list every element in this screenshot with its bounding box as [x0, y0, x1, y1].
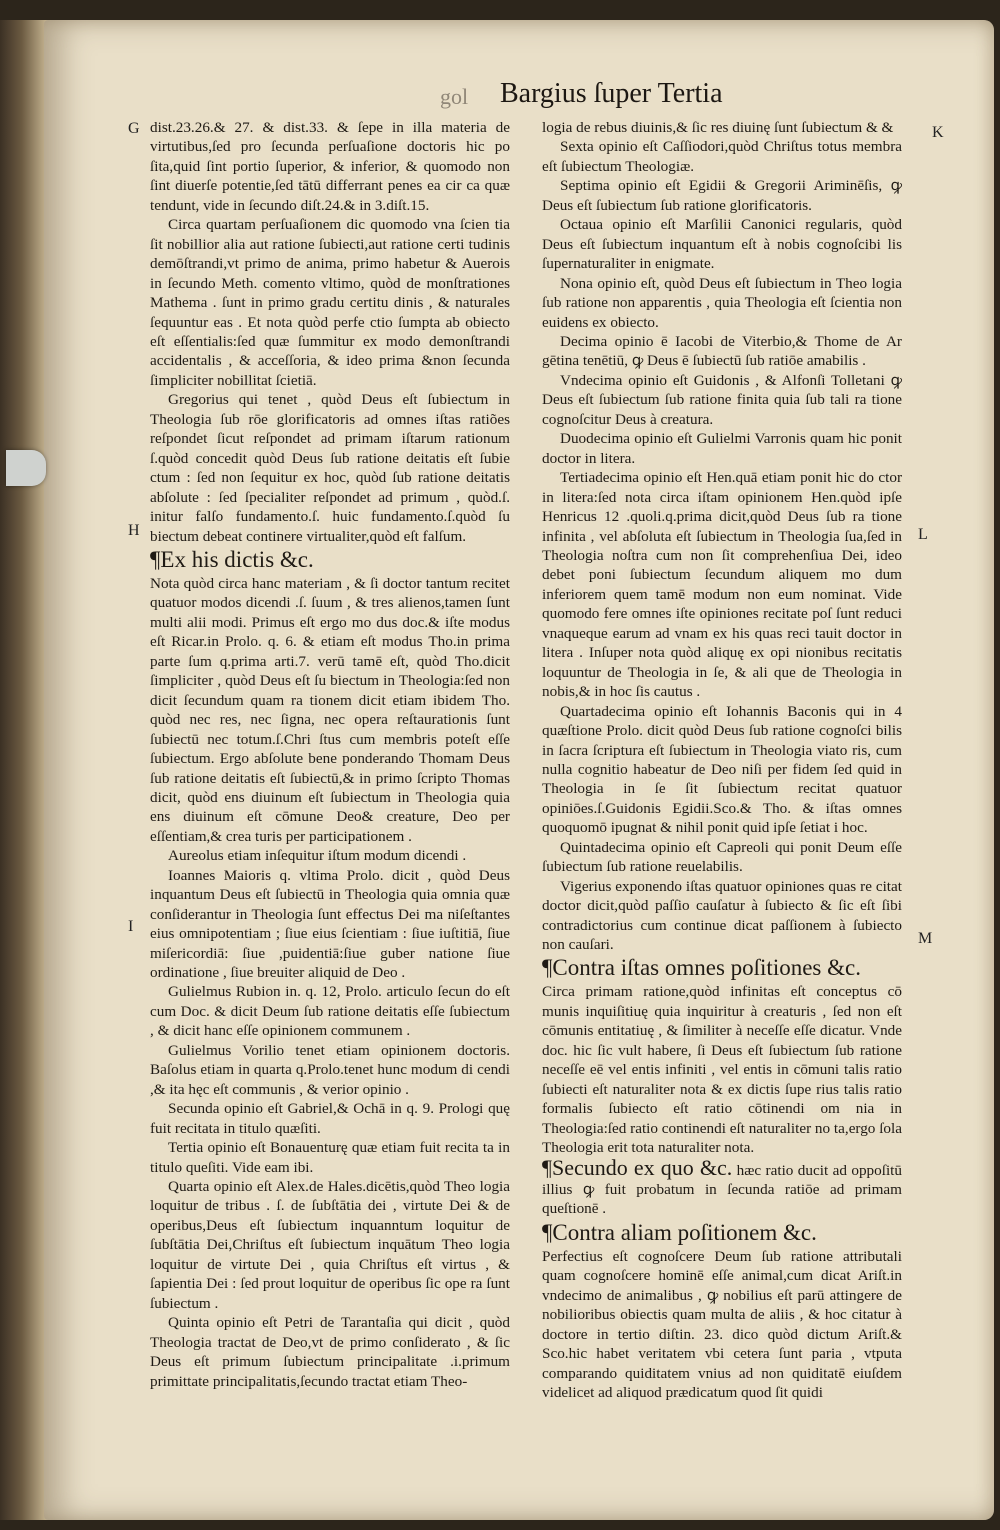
left-paragraph-2: Circa quartam perſuaſionem dic quomodo vna ſcien tia ſit nobillior alia aut ratione ſubiecti,aut ratione certi tudinis demōſtrandi,vt primo de anima, primo habetur & Auerois in ſecundo Meth. comento vltimo, quòd de monſtrationes Mathema . ſunt in primo gradu certitu dinis , & naturales ſequuntur eas . Et nota quòd perfe ctio ſumpta ab obiecto eſt eſſentialis:ſed quæ ſummitur ex modo demonſtrandi accidentalis , & acceſſoria, & ideo prima &non ſecunda ſimpliciter nobillitat ſcietiā. — [150, 216, 510, 389]
pilcrow-1: ¶ — [150, 546, 161, 572]
rubric-contra-aliam — [542, 1219, 902, 1247]
pilcrow-4: ¶ — [542, 1219, 553, 1245]
right-paragraph-8: Duodecima opinio eſt Gulielmi Varronis quam hic ponit doctor in litera. — [542, 430, 902, 467]
margin-letter-k: K — [932, 124, 944, 141]
right-paragraph-11: Quintadecima opinio eſt Capreoli qui ponit Deum eſſe ſubiectum ſub ratione reuelabilis. — [542, 838, 902, 876]
left-paragraph-8: Gulielmus Vorilio tenet etiam opinionem doctoris. Baſolus etiam in quarta q.Prolo.tenet hunc modum di cendi ,& ita hęc eſt communis , & verior opinio . — [150, 1041, 510, 1098]
rubric-contra-istas — [542, 954, 902, 982]
pilcrow-3: ¶ — [542, 1154, 552, 1180]
right-paragraph-14-wrap — [542, 1154, 902, 1219]
right-paragraph-7: Vndecima opinio eſt Guidonis , & Alfonſi Tolletani ꝙ Deus eſt ſubiectum ſub ratione finita quia ſub tali ra tione cognoſcitur Deus à creatura. — [542, 371, 902, 428]
margin-letter-l: L — [918, 526, 928, 543]
right-paragraph-1: logia de rebus diuinis,& ſic res diuinę ſunt ſubiectum & & — [542, 119, 894, 136]
right-column — [542, 118, 902, 1403]
left-paragraph-11: Quarta opinio eſt Alex.de Hales.dicētis,quòd Theo logia loquitur de tribus . ſ. de ſubſtātia dei , virtute Dei & de operibus,Deus eſt ſubiectum inquanntum loquitur de ſubſtātia Dei,Chriſtus eſt ſubiectum inquātum Theo logia loquitur de virtute Dei , quia Chriſtus eſt virtus , & ſapientia Dei : ſed prout loquitur de operibus ſic ope ra ſunt ſubiectum . — [150, 1178, 510, 1312]
left-column — [150, 118, 510, 1391]
pilcrow-2: ¶ — [542, 955, 553, 981]
rubric-2-text: Contra iſtas omnes poſitiones &c. — [552, 955, 861, 981]
right-paragraph-4: Octaua opinio eſt Marſilii Canonici regularis, quòd Deus eſt ſubiectum inquantum eſt à nobis cognoſcibi lis ſupernaturaliter in enigmate. — [542, 216, 902, 273]
running-head: Bargius ſuper Tertia — [500, 78, 723, 109]
left-paragraph-10: Tertia opinio eſt Bonauenturę quæ etiam fuit recita ta in titulo queſiti. Vide eam ibi. — [150, 1139, 510, 1176]
left-paragraph-4: Nota quòd circa hanc materiam , & ſi doctor tantum recitet quatuor modos dicendi .ſ. ſuum , & tres alienos,tamen ſunt multi alii modi. Primus eſt ergo mo dus doc.& iſte modus eſt Ricar.in Prolo. q. 6. & etiam eſt modus Tho.in prima parte ſum q.prima arti.7. verū tamē eſt, quòd Tho.dicit ſimpliciter , quòd Deus eſt ſu biectum in Theologia:ſed non dicit ſecundum quam ra tionem dicit etiam ibidem Tho. quòd nec res, nec ſigna, nec opera reſtaurationis ſunt ſubiectū nec totum.ſ.Chri ſtus cum membris poteſt eſſe ſubiectum. Ergo abſolute bene ponderando Thomam Deus ſub ratione deitatis eſt ſubiectū,& in primo ſcripto Thomas dicit, quòd ens diuinum eſt ſubiectum in Theologia quia ens diuinum eſt cōmune Deo& creature, Deo per eſſentiam,& crea turis per participationem . — [150, 574, 510, 845]
right-paragraph-15: Perfectius eſt cognoſcere Deum ſub ratione attributali quam cognoſcere hominē eſſe animal,cum dicat Ariſt.in vndecimo de animalibus , ꝙ nobilius eſt parū attingere de nobilioribus obiectis quam multa de aliis , & hoc citatur à doctore in tertio diſtin. 23. dico quòd dictum Ariſt.& Sco.hic habet veritatem vbi cetera ſunt paria , vtputa comparando quiditatem vnius ad non quiditatē eiuſdem videlicet ad aliquod prædicatum quod ſit quidi — [542, 1247, 902, 1402]
left-paragraph-6: Ioannes Maioris q. vltima Prolo. dicit , quòd Deus inquantum Deus eſt ſubiectū in Theologia quia omnia quæ conſiderantur in Theologia ſunt effectus Dei ma niſeſtantes eius omnipotentiam ; ſiue eius ſcientiam : ſiue iuſtitiā, ſiue miſericordiā: ſiue ,puidentiā:ſiue guber natione ſiue ordinatione , ſiue breuiter aliquid de Deo . — [150, 866, 510, 982]
right-paragraph-2: Sexta opinio eſt Caſſiodori,quòd Chriſtus totus membra eſt ſubiectum Theologiæ. — [542, 138, 902, 175]
right-paragraph-12: Vigerius exponendo iſtas quatuor opiniones quas re citat doctor dicit,quòd paſſio cauſatur à ſubiecto & ſic eſt ſibi contradictorius cum continue dicat paſſionem à ſubiecto non cauſari. — [542, 877, 902, 954]
margin-letter-g: G — [128, 120, 140, 137]
left-paragraph-7: Gulielmus Rubion in. q. 12, Prolo. articulo ſecun do eſt cum Doc. & dicit Deum ſub ratione deitatis eſſe ſubiectum , & dicit hanc eſſe opinionem communem . — [150, 983, 510, 1040]
margin-letter-h: H — [128, 522, 140, 539]
page-clip — [6, 450, 46, 486]
left-paragraph-12: Quinta opinio eſt Petri de Tarantaſia qui dicit , quòd Theologia tractat de Deo,vt de primo conſiderato , & ſic Deus eſt primum ſubiectum principalitate .i.primum primittate principalitatis,ſecundo tractat etiam Theo- — [150, 1314, 510, 1390]
right-paragraph-3: Septima opinio eſt Egidii & Gregorii Ariminēſis, ꝙ Deus eſt ſubiectum ſub ratione glorificatoris. — [542, 177, 902, 214]
left-paragraph-9: Secunda opinio eſt Gabriel,& Ochā in q. 9. Prologi quę fuit recitata in titulo quæſiti. — [150, 1100, 510, 1137]
right-paragraph-9: Tertiadecima opinio eſt Hen.quā etiam ponit hic do ctor in litera:ſed nota circa iſtam opinionem Hen.quòd ipſe Henricus 12 .quoli.q.prima dicit,quòd Deus ſub ra tione infinita , vel abſoluta eſt ſubiectum in Theologia ſua,ſed in Theologia noſtra cum non ſit comprehenſiua Dei, ideo debet poni ſubiectum ſecundum aliquem mo dum inferiorem quem tamē modum non eum nominat. Vide quomodo fere omnes iſte opiniones recitate poſ ſunt reduci vnaqueque earum ad vnam ex his quas reci tauit doctor in litera . Inſuper nota quòd aliquę ex opi nionibus recitatis loquuntur de Theologia in ſe, & ali que de Theologia in nobis,& in hoc ſis cautus . — [542, 469, 902, 701]
right-paragraph-6: Decima opinio ē Iacobi de Viterbio,& Thome de Ar gētina tenētiū, ꝙ Deus ē ſubiectū ſub ratiōe amabilis . — [542, 332, 902, 370]
rubric-secundo-ex-quo: Secundo ex quo &c. — [551, 1154, 733, 1180]
left-paragraph-5: Aureolus etiam inſequitur iſtum modum dicendi . — [168, 847, 467, 865]
right-paragraph-13: Circa primam ratione,quòd infinitas eſt conceptus cō munis inquiſitiuę quia inquiritur à creaturis , ſed non eſt cōmunis entitatiuę , & ſimiliter à neceſſe eſſe dicatur. Vnde doc. hic ſic vult habere, ſi Deus eſt ſubiectum ſub ratione neceſſe eē vel entis infiniti , vel entis in cōmuni talis ratio ſubiecti eſt naturaliter nota & ex dictis ſupe rius talis ratio formalis ſubiecto eſt ratio cōtinendi om nia in Theologia:ſed ratio continendi eſt naturaliter no ta,ergo ſola Theologia erit tota naturaliter nota. — [542, 983, 902, 1157]
rubric-1-text: Ex his dictis &c. — [160, 546, 314, 572]
rubric-4-text: Contra aliam poſitionem &c. — [552, 1219, 817, 1245]
book-gutter — [0, 20, 48, 1520]
margin-letter-m: M — [918, 930, 933, 947]
margin-letter-i: I — [128, 918, 134, 935]
rubric-ex-his-dictis — [150, 546, 510, 574]
left-paragraph-3: Gregorius qui tenet , quòd Deus eſt ſubiectum in Theologia ſub rōe glorificatoris ad omnes iſtas ratiões reſpondet ſicut reſpondet ad primam iſtarum rationum ſ.quòd concedit quòd Deus ſub ratione deitatis eſt ſubie ctum : ſed non ſequitur ex hoc, quòd ſub ratione deitatis abſolute : ſed ſpecialiter reſpondet ad primum , quòd.ſ. initur falſo fundamento.ſ. huic fundamento.ſ.quòd ſu biectum debeat continere virtualiter,quòd eſt falſum. — [150, 391, 510, 545]
right-paragraph-5: Nona opinio eſt, quòd Deus eſt ſubiectum in Theo logia ſub ratione non apparentis , quia Theologia eſt ſcientia non euidens ex obiecto. — [542, 274, 902, 331]
right-paragraph-14: hæc ratio ducit ad oppoſitū illius ꝙ fuit probatum in ſecunda ratiōe ad primam queſtionē . — [542, 1161, 902, 1218]
left-paragraph-1: dist.23.26.& 27. & dist.33. & ſepe in illa materia de virtutibus,ſed pro ſecunda perſuaſione doctoris hic po ſita,quid ſint portio ſuperior, & inferior, & quomodo non ſint diuerſe potentie,ſed tātū differrant penes ea cir ca quæ tendunt, vide in ſecundo diſt.24.& in 3.diſt.15. — [150, 119, 510, 214]
running-head-faint: gol — [440, 84, 469, 109]
right-paragraph-10: Quartadecima opinio eſt Iohannis Baconis qui in 4 quæſtione Prolo. dicit quòd Deus ſub ratione cognoſci bilis in ſacra ſcriptura eſt ſubiectum in Theologia viato ris, cum nulla cognitio habeatur de Deo niſi per fidem ſed quid in Theologia in ſe ſit ſubiectum recitat quatuor opiniōes.ſ.Guidonis Egidii.Sco.& Tho. & iſtas omnes quoquomō ipugnat & nihil ponit quid ipſe ſetiat i hoc. — [542, 702, 902, 837]
